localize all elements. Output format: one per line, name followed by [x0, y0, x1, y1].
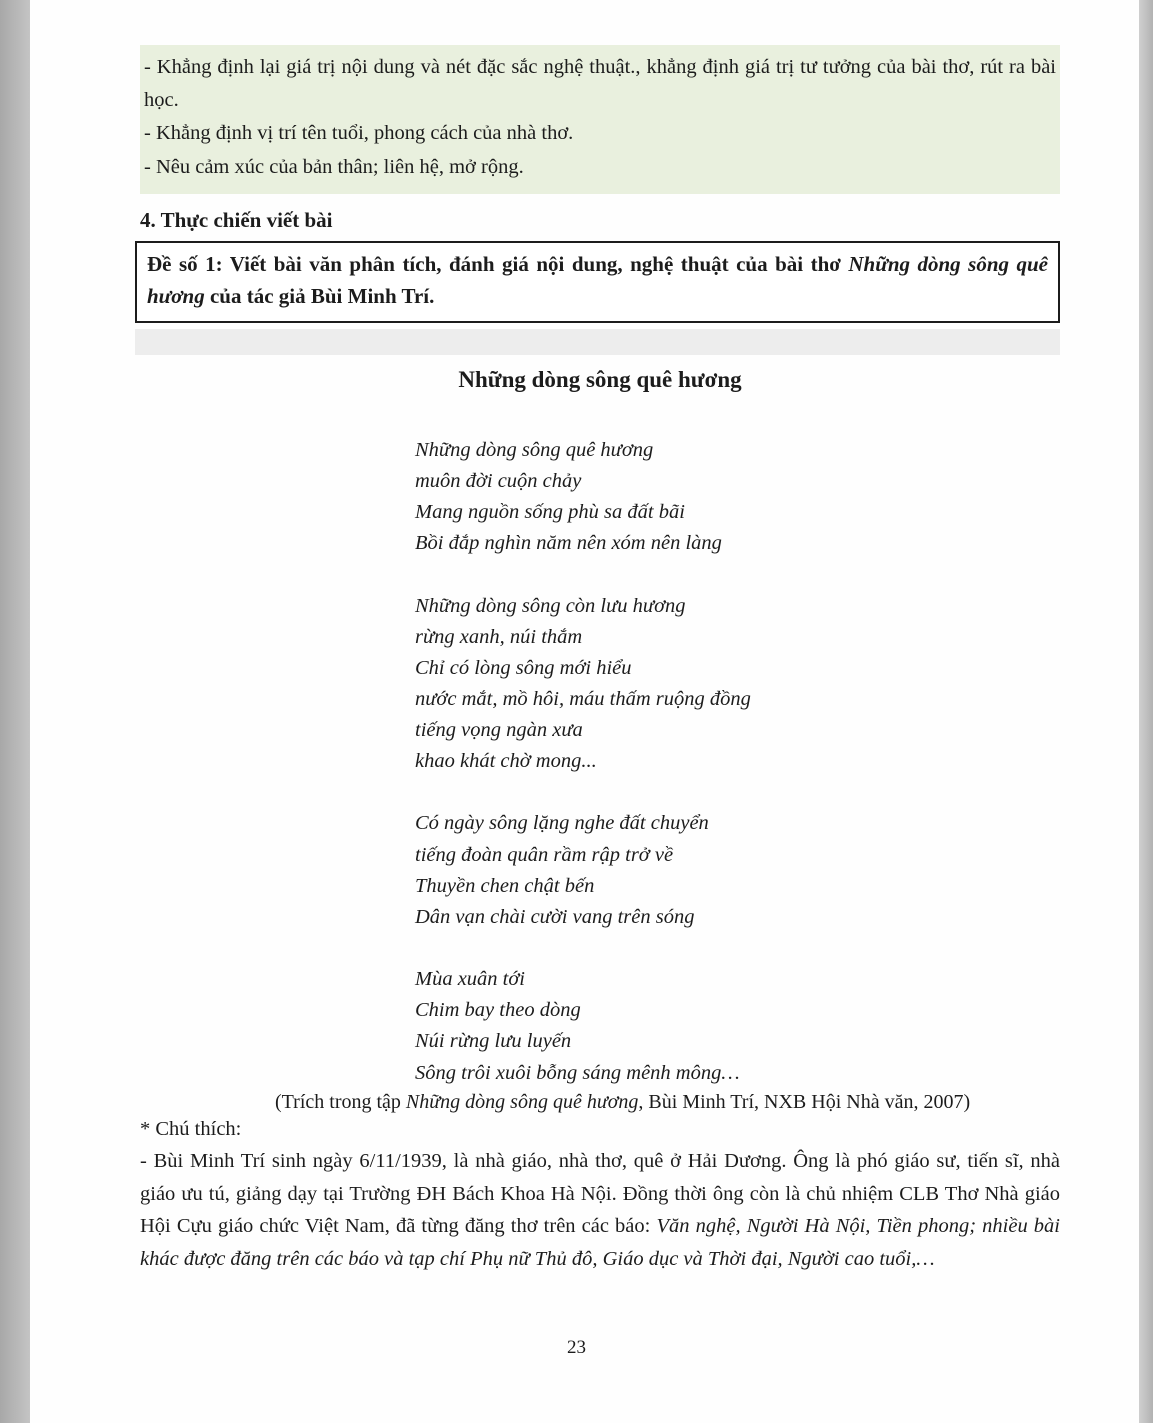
poem-body — [415, 435, 1060, 1089]
poem-source-citation — [275, 1091, 1060, 1114]
poem-line: Những dòng sông còn lưu hương — [415, 594, 686, 617]
scan-edge-left — [0, 0, 30, 1423]
conclusion-item: - Nêu cảm xúc của bản thân; liên hệ, mở rộng. — [144, 155, 524, 178]
poem-stanza — [415, 591, 1060, 778]
poem-line: Có ngày sông lặng nghe đất chuyển — [415, 812, 709, 835]
scan-edge-right — [1139, 0, 1153, 1423]
poem-line: Chim bay theo dòng — [415, 999, 581, 1022]
poem-line: rừng xanh, núi thắm — [415, 625, 583, 648]
notes-journal-names: Văn nghệ, Người Hà Nội, Tiền phong; nhiều bài khác được đăng trên các báo và tạp chí Phụ nữ Thủ đô, Giáo dục và Thời đại, Người cao tuổi,… — [140, 1215, 1060, 1271]
source-prefix: (Trích trong tập — [275, 1090, 406, 1113]
poem-line: Bồi đắp nghìn năm nên xóm nên làng — [415, 532, 722, 555]
scan-shading-band — [135, 329, 1060, 355]
poem-line: Mùa xuân tới — [415, 968, 526, 991]
conclusion-item: - Khẳng định vị trí tên tuổi, phong cách của nhà thơ. — [144, 122, 574, 145]
poem-line: tiếng vọng ngàn xưa — [415, 719, 583, 742]
poem-title: Những dòng sông quê hương — [458, 366, 742, 392]
page-content — [140, 0, 1060, 1423]
poem-line: Mang nguồn sống phù sa đất bãi — [415, 501, 685, 524]
conclusion-item: - Khẳng định lại giá trị nội dung và nét đặc sắc nghệ thuật., khẳng định giá trị tư tưởng của bài thơ, rút ra bài học. — [144, 56, 1056, 112]
poem-line: muôn đời cuộn chảy — [415, 470, 582, 493]
prompt-poem-title: Những dòng sông quê hương — [147, 251, 1048, 309]
conclusion-highlight-block — [140, 45, 1060, 194]
poem-line: nước mắt, mồ hôi, máu thấm ruộng đồng — [415, 688, 751, 710]
notes-text: - Bùi Minh Trí sinh ngày 6/11/1939, là nhà giáo, nhà thơ, quê ở Hải Dương. Ông là phó giáo sư, tiến sĩ, nhà giáo ưu tú, giảng dạy tại Trường ĐH Bách Khoa Hà Nội. Đồng thời ông còn là chủ nhiệm CLB Thơ Nhà giáo Hội Cựu giáo chức Việt Nam, đã từng đăng thơ trên các báo: — [140, 1149, 1060, 1238]
poem-stanza — [415, 808, 1060, 933]
notes-heading: * Chú thích: — [140, 1117, 242, 1140]
source-suffix: , Bùi Minh Trí, NXB Hội Nhà văn, 2007) — [638, 1090, 971, 1113]
poem-line: khao khát chờ mong... — [415, 750, 597, 773]
notes-body — [140, 1145, 1060, 1276]
prompt-text-suffix: của tác giả Bùi Minh Trí. — [204, 284, 435, 309]
essay-prompt-box — [135, 241, 1060, 323]
poem-line: Dân vạn chài cười vang trên sóng — [415, 905, 695, 928]
poem-line: tiếng đoàn quân rầm rập trở về — [415, 843, 674, 866]
section-heading: 4. Thực chiến viết bài — [140, 207, 333, 232]
poem-line: Những dòng sông quê hương — [415, 438, 654, 461]
poem-line: Thuyền chen chật bến — [415, 874, 595, 897]
source-poem-title: Những dòng sông quê hương — [405, 1090, 639, 1113]
poem-stanza — [415, 964, 1060, 1089]
poem-stanza — [415, 435, 1060, 560]
prompt-text: Đề số 1: Viết bài văn phân tích, đánh giá nội dung, nghệ thuật của bài thơ — [147, 251, 849, 276]
poem-line: Núi rừng lưu luyến — [415, 1030, 572, 1053]
poem-line: Chỉ có lòng sông mới hiểu — [415, 656, 632, 679]
poem-line: Sông trôi xuôi bỗng sáng mênh mông… — [415, 1061, 740, 1084]
page-number: 23 — [567, 1337, 586, 1358]
